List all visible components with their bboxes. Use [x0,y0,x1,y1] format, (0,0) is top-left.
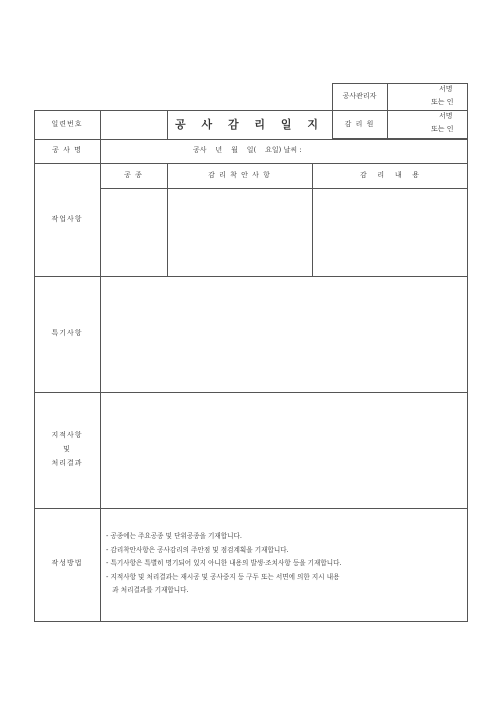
work-items-label: 작업사항 [51,215,83,223]
writing-method-label: 작성방법 [51,559,83,567]
work-col-focus: 감 리 착 안 사 항 [208,171,271,179]
remarks-label-line2: 및 [63,445,71,453]
project-name-label: 공 사 명 [52,146,82,154]
method-note: 과 처리결과를 기재합니다. [106,586,189,595]
method-note: - 지적사항 및 처리결과는 재시공 및 공사중지 등 구두 또는 서면에 의한 지시 내용 [106,572,340,581]
special-notes-field[interactable] [101,277,467,391]
writing-method-notes [106,530,342,598]
remarks-label-line3: 처리결과 [51,459,83,467]
row-divider [34,508,468,509]
remarks-field[interactable] [101,393,467,507]
manager-sign-bottom: 또는 인 [431,98,454,106]
project-name-divider [100,139,101,163]
work-col-trade: 공 종 [124,171,143,179]
supervisor-sign-bottom: 또는 인 [431,125,454,133]
date-weather-line[interactable]: 공사 년 월 일( 요일) 날씨 : [193,146,302,154]
supervisor-sign-top: 서명 [439,112,453,120]
special-notes-label: 특기사항 [51,329,83,337]
work-content-field[interactable] [313,189,467,275]
manager-label: 공사관리자 [342,92,377,100]
page-title: 공 사 감 리 일 지 [175,118,324,131]
method-note: - 감리착안사항은 공사감리의 주안점 및 점검계획을 기재합니다. [106,545,289,554]
manager-sign-top: 서명 [439,85,453,93]
supervisor-label: 감 리 원 [344,120,375,128]
serial-number-field[interactable] [101,111,166,138]
method-note: - 공종에는 주요공종 및 단위공종을 기재합니다. [106,532,242,540]
work-col-content: 감 리 내 용 [359,171,421,179]
work-focus-field[interactable] [168,189,311,275]
work-trade-field[interactable] [101,189,166,275]
method-note: - 특기사항은 특별히 명기되어 있지 아니한 내용의 발생·조치사항 등을 기재합니다. [106,559,342,568]
remarks-label-line1: 지적사항 [51,431,83,439]
serial-number-label: 일련번호 [51,120,83,128]
